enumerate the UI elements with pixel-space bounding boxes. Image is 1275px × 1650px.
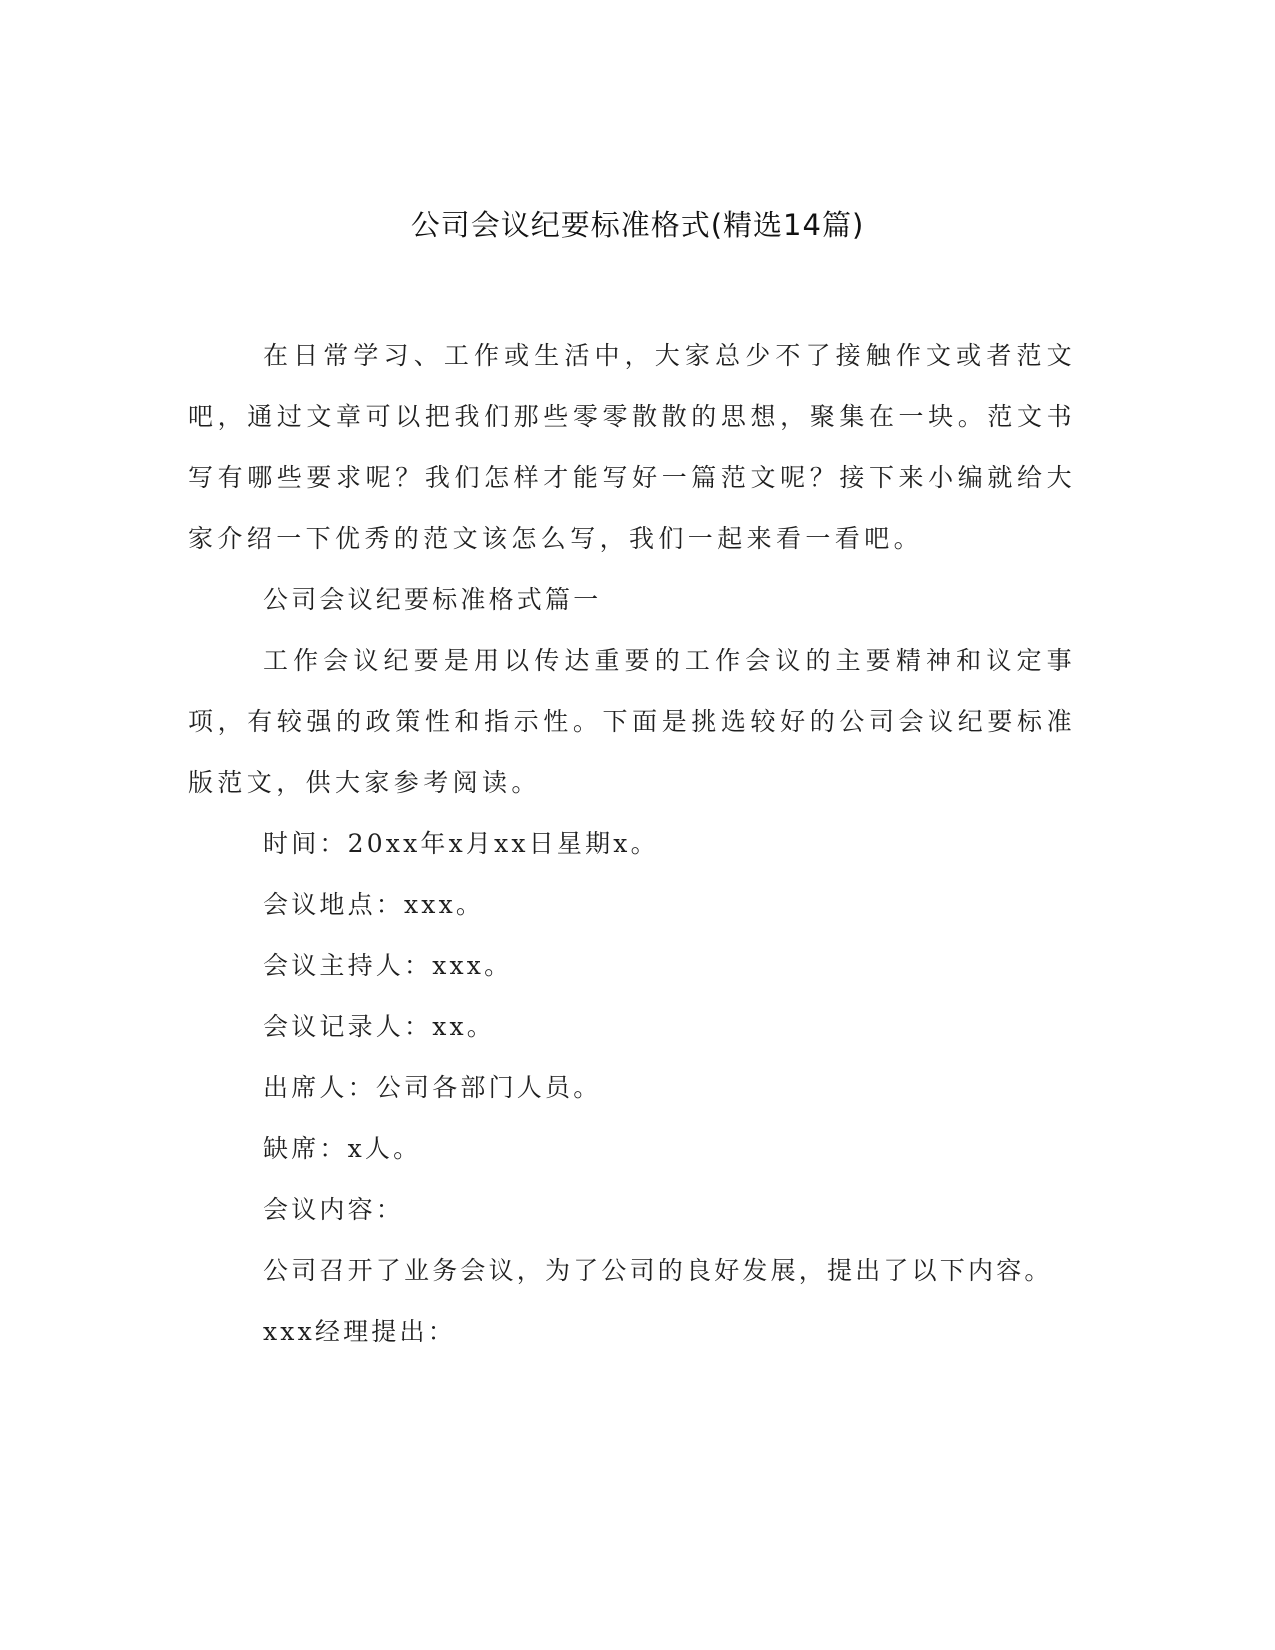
document-title: 公司会议纪要标准格式(精选14篇) <box>410 208 865 242</box>
section-heading: 公司会议纪要标准格式篇一 <box>263 585 602 614</box>
document-body <box>188 325 1076 1362</box>
intro-paragraph: 在日常学习、工作或生活中，大家总少不了接触作文或者范文吧，通过文章可以把我们那些零零散散的思想，聚集在一块。范文书写有哪些要求呢？我们怎样才能写好一篇范文呢？接下来小编就给大家介绍一下优秀的范文该怎么写，我们一起来看一看吧。 <box>188 341 1076 553</box>
manager-remarks-label: xxx经理提出： <box>263 1317 456 1346</box>
meeting-content-summary: 公司召开了业务会议，为了公司的良好发展，提出了以下内容。 <box>263 1256 1053 1285</box>
meeting-recorder: 会议记录人：xx。 <box>263 1012 495 1041</box>
meeting-absent: 缺席：x人。 <box>263 1134 422 1163</box>
meeting-content-label: 会议内容： <box>263 1195 405 1224</box>
meeting-host: 会议主持人：xxx。 <box>263 951 513 980</box>
definition-paragraph: 工作会议纪要是用以传达重要的工作会议的主要精神和议定事项，有较强的政策性和指示性。下面是挑选较好的公司会议纪要标准版范文，供大家参考阅读。 <box>188 646 1076 797</box>
meeting-attendees: 出席人：公司各部门人员。 <box>263 1073 602 1102</box>
meeting-time: 时间：20xx年x月xx日星期x。 <box>263 829 659 858</box>
meeting-location: 会议地点：xxx。 <box>263 890 485 919</box>
